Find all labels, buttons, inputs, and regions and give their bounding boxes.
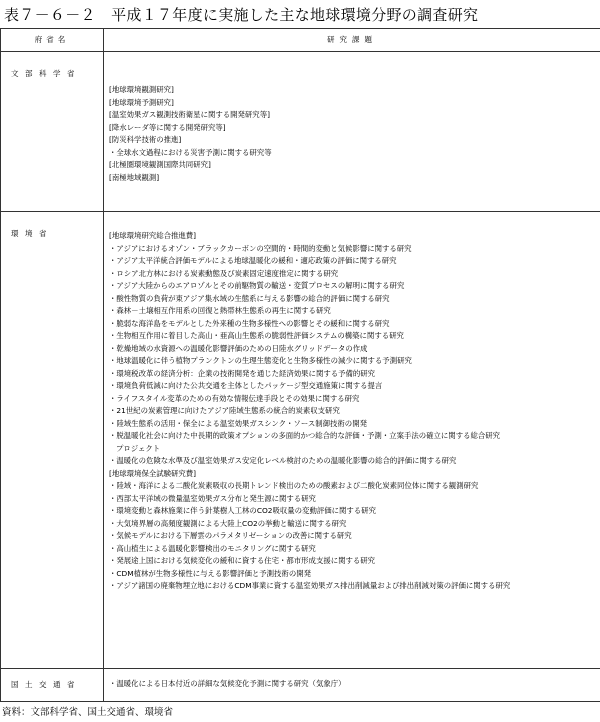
topic-line: ・ライフスタイル変革のための有効な情報伝達手段とその効果に関する研究: [109, 393, 360, 403]
ministry-cell: 文部科学省: [1, 52, 104, 211]
topic-line: ・環境税改革の経済分析：企業の技術開発を通じた経済効果に関する予備的研究: [109, 368, 376, 378]
topic-line: ・脆弱な海洋島をモデルとした外来種の生物多様性への影響とその緩和に関する研究: [109, 318, 390, 328]
topic-line: ・地球温暖化に伴う植物プランクトンの生理生態変化と生物多様性の減少に関する予測研究: [109, 356, 412, 365]
topic-line: ・発展途上国における気候変化の緩和に資する住宅・都市形成支援に関する研究: [109, 556, 376, 565]
header-topic: 研究課題: [327, 35, 377, 44]
topics-cell: [109, 678, 596, 691]
topics-cell: [109, 230, 596, 593]
topics-cell: [109, 84, 596, 184]
topic-line: ・気候モデルにおける下層雲のパラメタリゼーションの改善に関する研究: [109, 531, 352, 540]
topic-line: ・環境変動と森林施業に伴う針葉樹人工林のCO2吸収量の変動評価に関する研究: [109, 506, 376, 515]
topic-line: [北極圏環境観測国際共同研究]: [109, 160, 211, 169]
topic-line: ・西部太平洋域の微量温室効果ガス分布と発生源に関する研究: [109, 493, 316, 503]
topic-line: ・生物相互作用に着目した高山・亜高山生態系の脆弱性評価システムの構築に関する研究: [109, 331, 404, 340]
topic-line: [地球環境保全試験研究費]: [109, 468, 197, 478]
topic-line: ・アジアにおけるオゾン・ブラックカーボンの空間的・時間的変動と気候影響に関する研究: [109, 243, 412, 253]
topic-line: [地球環境予測研究]: [109, 97, 174, 107]
topic-line: ・アジア諸国の廃棄物埋立地におけるCDM事業に資する温室効果ガス排出削減量および排出削減対策の評価に関する研究: [109, 581, 511, 590]
topic-line: ・脱温暖化社会に向けた中長期的政策オプションの多面的かつ総合的な評価・予測・立案手法の確立に関する総合研究: [109, 431, 501, 440]
table-header: [1, 29, 600, 52]
topic-line: ・CDM植林が生物多様性に与える影響評価と予測技術の開発: [109, 568, 311, 578]
topic-line: ・温暖化による日本付近の詳細な気候変化予測に関する研究（気象庁）: [109, 679, 346, 688]
topic-line: [地球環境研究総合推進費]: [109, 231, 197, 240]
research-table: [0, 28, 600, 702]
ministry-cell: 環境省: [1, 212, 104, 668]
topic-line: ・アジア太平洋統合評価モデルによる地球温暖化の緩和・適応政策の評価に関する研究: [109, 256, 397, 265]
topic-line: [降水レーダ等に関する開発研究等]: [109, 122, 226, 132]
topic-line: ・陸域生態系の活用・保全による温室効果ガスシンク・ソース制御技術の開発: [109, 418, 367, 428]
topic-line: ・環境負荷低減に向けた公共交通を主体としたパッケージ型交通施策に関する提言: [109, 381, 383, 390]
topic-line: ・全球水文過程における災害予測に関する研究等: [109, 147, 272, 157]
topic-line: ・酸性物質の負荷が東アジア集水域の生態系に与える影響の総合的評価に関する研究: [109, 293, 390, 303]
topic-line: [防災科学技術の推進]: [109, 135, 182, 144]
topic-line: ・高山植生による温暖化影響検出のモニタリングに関する研究: [109, 543, 316, 553]
topic-line: ・大気境界層の高頻度観測による大陸上CO2の挙動と輸送に関する研究: [109, 518, 347, 528]
topic-line-continuation: プロジェクト: [116, 443, 161, 453]
header-ministry: 府省名: [1, 29, 104, 51]
topic-line: ・温暖化の危険な水準及び温室効果ガス安定化レベル検討のための温暖化影響の総合的評価に関する研究: [109, 456, 457, 465]
topic-line: ・陸域・海洋による二酸化炭素吸収の長期トレンド検出のための酸素および二酸化炭素同位体に関する観測研究: [109, 481, 479, 490]
table-row-mext: [1, 52, 600, 212]
topic-line: [南極地域観測]: [109, 172, 160, 182]
topic-line: [地球環境観測研究]: [109, 85, 174, 94]
topic-line: ・森林－土壌相互作用系の回復と熱帯林生態系の再生に関する研究: [109, 306, 331, 315]
source-note: 資料：文部科学省、国土交通省、環境省: [2, 707, 174, 718]
topic-line: ・乾燥地域の水資源への温暖化影響評価のための日陸水グリッドデータの作成: [109, 343, 368, 353]
topic-line: ・アジア大陸からのエアロゾルとその前駆物質の輸送・変質プロセスの解明に関する研究: [109, 281, 405, 290]
topic-line: ・21世紀の炭素管理に向けたアジア陸域生態系の統合的炭素収支研究: [109, 406, 340, 415]
table-row-mlit: [1, 669, 600, 701]
table-row-moe: [1, 212, 600, 669]
ministry-cell: 国土交通省: [1, 669, 104, 701]
topic-line: ・ロシア北方林における炭素動態及び炭素固定速度推定に関する研究: [109, 268, 339, 278]
topic-line: [温室効果ガス観測技術衛星に関する開発研究等]: [109, 110, 270, 119]
table-title: 表７－６－２ 平成１７年度に実施した主な地球環境分野の調査研究: [4, 6, 479, 24]
